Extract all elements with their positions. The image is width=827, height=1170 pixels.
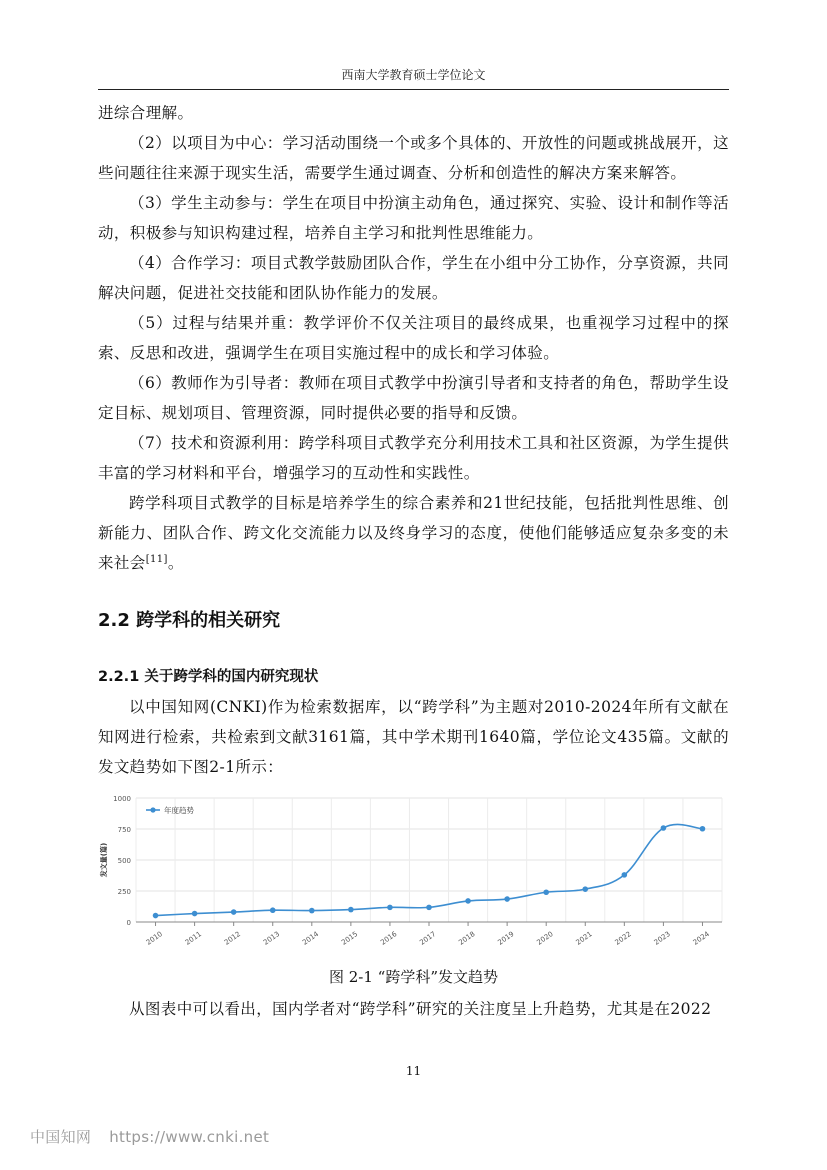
paragraph: 进综合理解。 [98, 104, 194, 122]
x-tick-label: 2014 [301, 929, 321, 947]
x-tick-label: 2015 [340, 929, 360, 947]
data-point [309, 908, 315, 914]
y-tick-label: 0 [126, 919, 131, 927]
y-tick-label: 750 [117, 826, 131, 834]
legend-marker [150, 807, 155, 812]
x-tick-label: 2024 [691, 929, 711, 947]
x-tick-label: 2020 [535, 929, 555, 947]
x-tick-label: 2017 [418, 929, 438, 947]
paragraph: （6）教师作为引导者：教师在项目式教学中扮演引导者和支持者的角色，帮助学生设定目标、规划项目、管理资源，同时提供必要的指导和反馈。 [98, 374, 729, 422]
y-tick-label: 500 [117, 857, 131, 865]
paragraph: （3）学生主动参与：学生在项目中扮演主动角色，通过探究、实验、设计和制作等活动，积极参与知识构建过程，培养自主学习和批判性思维能力。 [98, 194, 729, 242]
citation-link[interactable]: [11] [145, 553, 168, 565]
closing-block [98, 994, 729, 1024]
figure-caption: 图 2-1 “跨学科”发文趋势 [328, 968, 499, 986]
data-point [622, 872, 628, 878]
data-point [348, 907, 354, 913]
data-point [465, 898, 471, 904]
running-header: 西南大学教育硕士学位论文 [341, 68, 486, 82]
x-tick-label: 2018 [457, 929, 477, 947]
watermark-url[interactable]: https://www.cnki.net [109, 1128, 270, 1146]
legend-label: 年度趋势 [164, 806, 194, 815]
data-point [661, 825, 667, 831]
data-point [153, 913, 159, 919]
x-tick-label: 2021 [574, 929, 594, 947]
x-tick-label: 2023 [652, 929, 672, 947]
y-axis-label: 发文量(篇) [100, 842, 108, 878]
data-point [426, 905, 432, 911]
data-point [270, 907, 276, 913]
summary-end: 。 [167, 554, 184, 572]
data-point [192, 911, 198, 917]
summary-paragraph [98, 488, 729, 578]
data-point [387, 905, 393, 911]
x-tick-label: 2019 [496, 929, 516, 947]
data-point [700, 826, 706, 832]
summary-text: 跨学科项目式教学的目标是培养学生的综合素养和21世纪技能，包括批判性思维、创新能力、团队合作、跨文化交流能力以及终身学习的态度，使他们能够适应复杂多变的未来社会 [98, 494, 729, 572]
data-point [231, 909, 237, 915]
section-heading: 2.2 跨学科的相关研究 [98, 610, 281, 631]
trend-chart [98, 788, 734, 960]
watermark-site: 中国知网 [30, 1128, 92, 1146]
x-tick-label: 2012 [222, 929, 243, 947]
data-point [543, 889, 549, 895]
header-rule [98, 89, 729, 90]
paragraph: （4）合作学习：项目式教学鼓励团队合作，学生在小组中分工协作，分享资源，共同解决问题，促进社交技能和团队协作能力的发展。 [98, 254, 729, 302]
watermark [30, 1126, 287, 1147]
series-line [156, 824, 703, 915]
x-tick-label: 2022 [613, 929, 633, 947]
paragraph: （5）过程与结果并重：教学评价不仅关注项目的最终成果，也重视学习过程中的探索、反思和改进，强调学生在项目实施过程中的成长和学习体验。 [98, 314, 729, 362]
x-tick-label: 2016 [379, 929, 399, 947]
page-number: 11 [405, 1064, 422, 1078]
data-point [582, 886, 588, 892]
data-point [504, 896, 510, 902]
paragraph: （7）技术和资源利用：跨学科项目式教学充分利用技术工具和社区资源，为学生提供丰富的学习材料和平台，增强学习的互动性和实践性。 [98, 434, 729, 482]
body-top [98, 98, 729, 578]
x-tick-label: 2010 [144, 929, 164, 947]
x-tick-label: 2013 [261, 929, 282, 947]
subsection-heading: 2.2.1 关于跨学科的国内研究现状 [98, 669, 319, 685]
x-tick-label: 2011 [183, 929, 204, 947]
chart-svg [98, 788, 734, 960]
y-tick-label: 250 [117, 888, 131, 896]
paragraph: （2）以项目为中心：学习活动围绕一个或多个具体的、开放性的问题或挑战展开，这些问题往往来源于现实生活，需要学生通过调查、分析和创造性的解决方案来解答。 [98, 134, 729, 182]
intro-block [98, 692, 729, 782]
closing-paragraph: 从图表中可以看出，国内学者对“跨学科”研究的关注度呈上升趋势，尤其是在2022 [129, 1000, 712, 1018]
intro-paragraph: 以中国知网(CNKI)作为检索数据库，以“跨学科”为主题对2010-2024年所有文献在知网进行检索，共检索到文献3161篇，其中学术期刊1640篇，学位论文435篇。文献的发文趋势如下图2-1所示： [98, 698, 729, 776]
y-tick-label: 1000 [113, 795, 131, 803]
